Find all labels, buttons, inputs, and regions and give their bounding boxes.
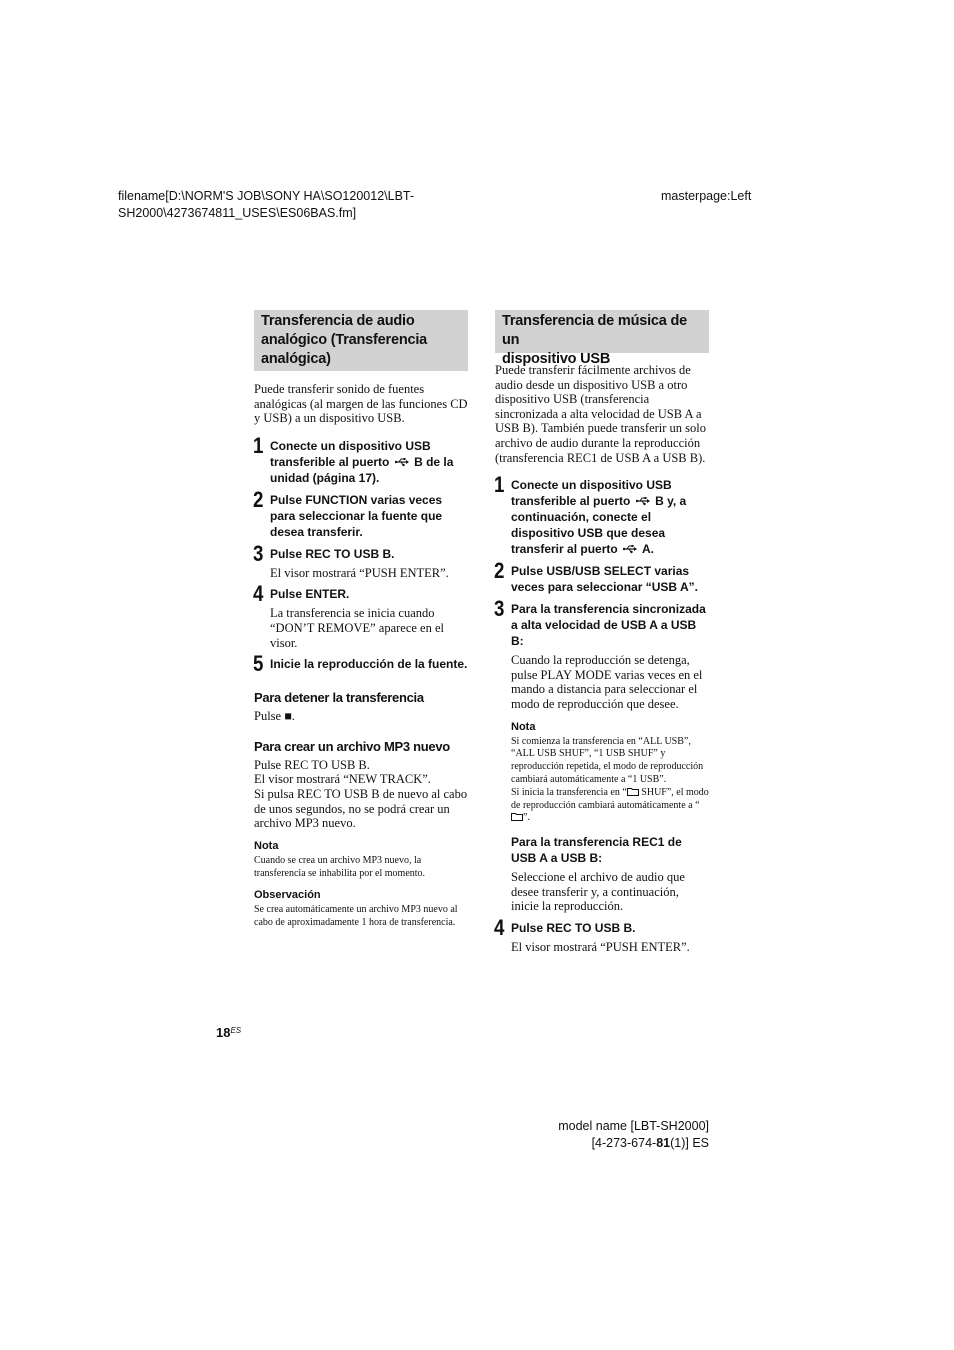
right-title-line: dispositivo USB: [502, 351, 611, 367]
step-number: 2: [494, 558, 505, 584]
rec1-body: Seleccione el archivo de audio que desee transferir y, a continuación, inicie la reproducción.: [511, 870, 685, 914]
step-body: La transferencia se inicia cuando “DON’T REMOVE” aparece en el visor.: [270, 606, 444, 650]
step-number: 2: [253, 486, 264, 512]
model-info: [558, 1118, 709, 1152]
step-number: 1: [494, 472, 505, 498]
right-intro: Puede transferir fácilmente archivos de audio desde un dispositivo USB a otro dispositivo USB (transferencia sincronizada a alta velocidad de USB A a USB B). También puede transferir un solo archivo de audio durante la reproducción (transferencia REC1 de USB A a USB B).: [495, 363, 707, 465]
model-code-bold: 81: [656, 1136, 671, 1150]
step-number: 3: [494, 596, 505, 622]
mp3-heading: Para crear un archivo MP3 nuevo: [254, 738, 450, 754]
mp3-paragraph: Si pulsa REC TO USB B de nuevo al cabo de unos segundos, no se podrá crear un archivo MP3 nuevo.: [254, 786, 468, 831]
nota-text-mid: SHUF”, el modo de reproducción cambiará automáticamente a “: [511, 786, 709, 811]
usb-icon: [623, 544, 637, 554]
step-text: Inicie la reproducción de la fuente.: [270, 657, 468, 672]
filename-line-1: filename[D:\NORM'S JOB\SONY HA\SO120012\LBT-: [118, 189, 415, 203]
stop-text-pre: Pulse: [254, 709, 282, 724]
step-text: Pulse REC TO USB B.: [511, 920, 636, 935]
left-nota-text: Cuando se crea un archivo MP3 nuevo, la transferencia se inhabilita por el momento.: [254, 854, 426, 879]
step-text: A.: [641, 542, 654, 557]
usb-icon: [395, 457, 409, 467]
step-text: Para la transferencia sincronizada a alta velocidad de USB A a USB B:: [511, 602, 706, 649]
observacion-text: Se crea automáticamente un archivo MP3 nuevo al cabo de aproximadamente 1 hora de transferencia.: [254, 904, 458, 929]
left-step-2: [253, 486, 468, 540]
right-step-4: [494, 914, 709, 955]
right-step-1: [494, 472, 709, 557]
folder-icon: [627, 787, 639, 796]
step-body: Cuando la reproducción se detenga, pulse PLAY MODE varias veces en el mando a distancia para seleccionar el modo de reproducción que desee.: [511, 653, 703, 711]
left-step-5: [253, 651, 468, 677]
right-title-line: Transferencia de música de un: [502, 313, 687, 348]
step-text: Pulse ENTER.: [270, 587, 350, 602]
right-section-title: [495, 310, 709, 367]
folder-icon: [511, 812, 523, 821]
step-text: Conecte un dispositivo USB transferible al puerto: [270, 438, 431, 469]
page-number: [216, 1024, 241, 1042]
step-text: Pulse USB/USB SELECT varias veces para seleccionar “USB A”.: [511, 564, 698, 595]
left-title-line: Transferencia de audio: [261, 313, 415, 329]
model-code-post: (1)] ES: [670, 1136, 709, 1150]
left-title-line: analógico (Transferencia: [261, 332, 428, 348]
right-nota-heading: Nota: [511, 720, 536, 733]
step-text: B de la unidad (página 17).: [270, 454, 454, 485]
step-body: El visor mostrará “PUSH ENTER”.: [270, 565, 449, 580]
right-nota-text-1: Si comienza la transferencia en “ALL USB”, “ALL USB SHUF”, “1 USB SHUF” y reproducción repetida, el modo de reproducción cambiará automáticamente a “1 USB”.: [511, 735, 704, 785]
left-column: [254, 310, 468, 930]
right-nota-text-2: [511, 787, 709, 825]
stop-symbol: ■: [284, 709, 292, 724]
left-step-1: [253, 432, 468, 486]
mp3-line: Pulse REC TO USB B.: [254, 757, 370, 772]
step-text: Pulse REC TO USB B.: [270, 546, 395, 561]
left-step-4: [253, 581, 468, 650]
right-step-2: [494, 558, 709, 595]
step-text: Pulse FUNCTION varias veces para seleccionar la fuente que desea transferir.: [270, 492, 443, 539]
filename-header: [118, 188, 414, 222]
step-text: Conecte un dispositivo USB transferible al puerto: [511, 478, 672, 509]
left-intro: Puede transferir sonido de fuentes analógicas (al margen de las funciones CD y USB) a un dispositivo USB.: [254, 382, 468, 426]
page-number-suffix: ES: [230, 1026, 242, 1035]
step-number: 4: [253, 581, 264, 607]
step-number: 1: [253, 432, 264, 458]
stop-text-post: .: [291, 709, 295, 724]
step-number: 3: [253, 540, 264, 566]
stop-heading: Para detener la transferencia: [254, 690, 424, 706]
model-code-pre: [4-273-674-: [591, 1136, 657, 1150]
nota-text-pre: Si inicia la transferencia en “: [511, 786, 627, 798]
step-number: 5: [253, 651, 264, 677]
page-number-value: 18: [216, 1025, 231, 1040]
rec1-heading: Para la transferencia REC1 de USB A a USB B:: [511, 835, 682, 866]
left-nota-heading: Nota: [254, 839, 279, 852]
stop-text: [254, 709, 468, 724]
model-name: model name [LBT-SH2000]: [558, 1119, 709, 1133]
model-code: [558, 1135, 709, 1152]
mp3-line: El visor mostrará “NEW TRACK”.: [254, 772, 431, 787]
filename-line-2: SH2000\4273674811_USES\ES06BAS.fm]: [118, 206, 357, 220]
left-section-title: [254, 310, 468, 371]
masterpage-label: masterpage:Left: [661, 189, 752, 203]
left-title-line: analógica): [261, 351, 331, 367]
usb-icon: [636, 496, 650, 506]
left-step-3: [253, 540, 468, 581]
right-column: [495, 310, 709, 954]
nota-text-post: ”.: [523, 812, 530, 824]
step-number: 4: [494, 914, 505, 940]
step-body: El visor mostrará “PUSH ENTER”.: [511, 939, 690, 954]
step-text: B y, a continuación, conecte el dispositivo USB que desea transferir al puerto: [511, 494, 687, 557]
observacion-heading: Observación: [254, 889, 321, 902]
right-step-3: [494, 596, 709, 914]
